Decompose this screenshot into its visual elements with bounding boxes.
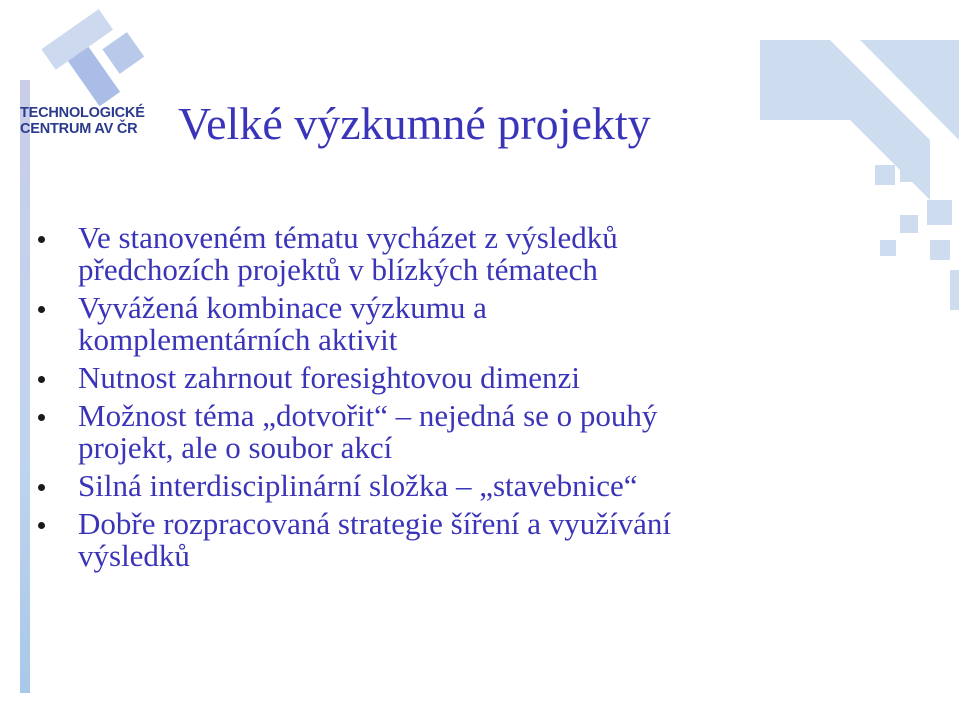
bullet-icon [38,522,45,529]
list-item [38,400,918,464]
list-item [38,222,918,286]
list-item [38,470,918,502]
logo-line-2: CENTRUM AV ČR [20,121,138,137]
bullet-text: Silná interdisciplinární složka – „stavebnice“ [78,468,638,503]
logo-text [20,105,145,137]
bullet-icon [38,414,45,421]
bullet-list [38,222,918,578]
logo-line-1: TECHNOLOGICKÉ [20,105,145,121]
bullet-text: Možnost téma „dotvořit“ – nejedná se o pouhý projekt, ale o soubor akcí [78,398,658,465]
page-title: Velké výzkumné projekty [178,98,651,149]
bullet-icon [38,236,45,243]
bullet-icon [38,306,45,313]
left-accent-bar [20,80,30,693]
bullet-icon [38,484,45,491]
bullet-text: Nutnost zahrnout foresightovou dimenzi [78,360,580,395]
bullet-text: Dobře rozpracovaná strategie šíření a využívání výsledků [78,506,672,573]
list-item [38,292,918,356]
bullet-text: Vyvážená kombinace výzkumu a komplementárních aktivit [78,290,487,357]
bullet-icon [38,376,45,383]
list-item [38,508,918,572]
bullet-text: Ve stanoveném tématu vycházet z výsledků předchozích projektů v blízkých tématech [78,220,618,287]
list-item [38,362,918,394]
